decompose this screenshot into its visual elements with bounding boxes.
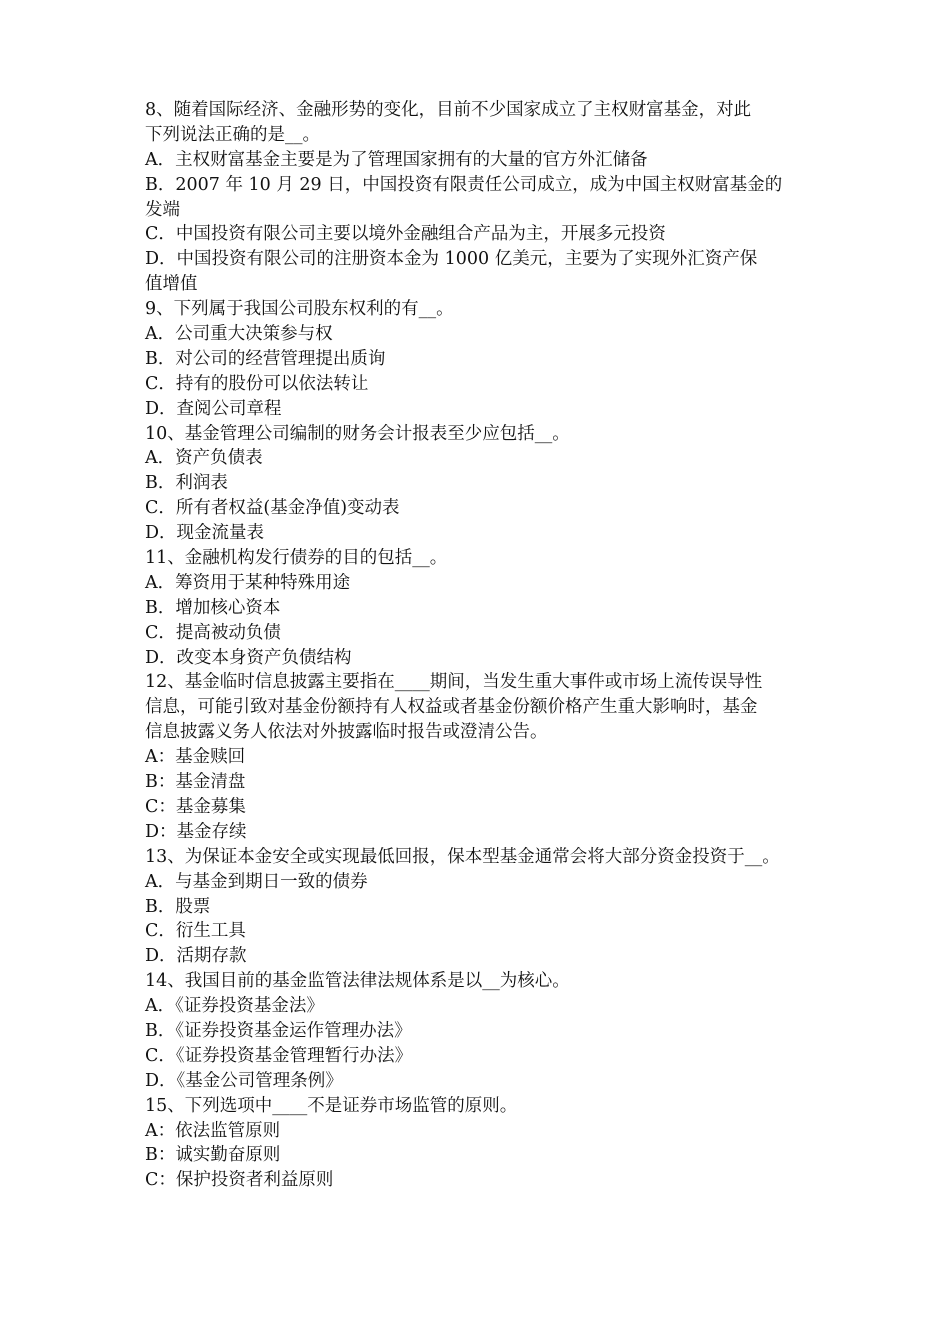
question-block — [145, 969, 817, 1093]
document-page — [145, 98, 817, 1193]
answer-option — [145, 521, 817, 546]
question-block — [145, 1094, 817, 1194]
answer-option-line: A．筹资用于某种特殊用途 — [145, 572, 351, 593]
answer-option — [145, 646, 817, 671]
question-block — [145, 422, 817, 546]
answer-option-line: C．中国投资有限公司主要以境外金融组合产品为主，开展多元投资 — [145, 224, 666, 245]
answer-option — [145, 397, 817, 422]
answer-option — [145, 1044, 817, 1069]
question-stem — [145, 670, 817, 745]
question-stem — [145, 969, 817, 994]
question-block — [145, 670, 817, 844]
answer-option — [145, 870, 817, 895]
answer-option-line: C．《证券投资基金管理暂行办法》 — [145, 1045, 413, 1066]
answer-option-line: A．《证券投资基金法》 — [145, 996, 324, 1017]
question-stem — [145, 297, 817, 322]
answer-option-line: 发端 — [145, 199, 180, 220]
answer-option — [145, 1119, 817, 1144]
question-list — [145, 98, 817, 1193]
answer-option-line: C．持有的股份可以依法转让 — [145, 373, 369, 394]
question-block — [145, 297, 817, 421]
answer-option — [145, 1019, 817, 1044]
answer-option-line: A．主权财富基金主要是为了管理国家拥有的大量的官方外汇储备 — [145, 149, 648, 170]
answer-option — [145, 347, 817, 372]
answer-option — [145, 1143, 817, 1168]
question-stem-line: 13、为保证本金安全或实现最低回报，保本型基金通常会将大部分资金投资于__。 — [145, 846, 780, 867]
question-stem-line: 15、下列选项中____不是证券市场监管的原则。 — [145, 1095, 518, 1116]
question-block — [145, 845, 817, 969]
answer-option — [145, 944, 817, 969]
question-stem-line: 8、随着国际经济、金融形势的变化，目前不少国家成立了主权财富基金，对此 — [145, 100, 752, 120]
answer-option — [145, 795, 817, 820]
question-stem — [145, 546, 817, 571]
answer-option — [145, 222, 817, 247]
answer-option-line: C：保护投资者利益原则 — [145, 1170, 334, 1191]
answer-option-line: C．衍生工具 — [145, 921, 246, 942]
answer-option-line: B．增加核心资本 — [145, 597, 281, 618]
question-stem — [145, 845, 817, 870]
question-stem — [145, 1094, 817, 1119]
answer-option — [145, 994, 817, 1019]
answer-option-line: D．中国投资有限公司的注册资本金为 1000 亿美元，主要为了实现外汇资产保 — [145, 249, 758, 270]
answer-option-line: B：基金清盘 — [145, 772, 246, 793]
answer-option — [145, 446, 817, 471]
question-block — [145, 98, 817, 297]
question-stem-line: 10、基金管理公司编制的财务会计报表至少应包括__。 — [145, 423, 570, 444]
answer-option-line: D：基金存续 — [145, 821, 247, 842]
answer-option — [145, 496, 817, 521]
answer-option-line: A：依法监管原则 — [145, 1120, 281, 1141]
answer-option-line: A．与基金到期日一致的债券 — [145, 871, 368, 892]
question-stem-line: 14、我国目前的基金监管法律法规体系是以__为核心。 — [145, 971, 570, 992]
answer-option-line: B．2007 年 10 月 29 日，中国投资有限责任公司成立，成为中国主权财富基金的 — [145, 174, 783, 195]
answer-option — [145, 820, 817, 845]
question-stem-line: 12、基金临时信息披露主要指在____期间，当发生重大事件或市场上流传误导性 — [145, 672, 763, 693]
question-block — [145, 546, 817, 670]
answer-option — [145, 571, 817, 596]
question-stem-line: 11、金融机构发行债券的目的包括__。 — [145, 548, 448, 569]
question-stem-line: 信息披露义务人依法对外披露临时报告或澄清公告。 — [145, 722, 548, 743]
answer-option-line: C．所有者权益(基金净值)变动表 — [145, 498, 400, 519]
answer-option-line: D．现金流量表 — [145, 523, 265, 544]
answer-option-line: D．查阅公司章程 — [145, 398, 282, 419]
answer-option — [145, 745, 817, 770]
answer-option — [145, 895, 817, 920]
answer-option-line: C．提高被动负债 — [145, 622, 281, 643]
answer-option — [145, 621, 817, 646]
answer-option-line: B．利润表 — [145, 473, 228, 494]
answer-option-line: B．股票 — [145, 896, 211, 917]
answer-option — [145, 173, 817, 223]
answer-option — [145, 596, 817, 621]
answer-option — [145, 770, 817, 795]
answer-option-line: B：诚实勤奋原则 — [145, 1145, 281, 1166]
answer-option — [145, 322, 817, 347]
answer-option — [145, 1168, 817, 1193]
question-stem — [145, 98, 817, 148]
answer-option-line: A．公司重大决策参与权 — [145, 324, 333, 345]
answer-option — [145, 1069, 817, 1094]
answer-option-line: 值增值 — [145, 274, 198, 295]
answer-option — [145, 148, 817, 173]
answer-option — [145, 919, 817, 944]
answer-option-line: B．《证券投资基金运作管理办法》 — [145, 1020, 412, 1041]
question-stem-line: 信息，可能引致对基金份额持有人权益或者基金份额价格产生重大影响时，基金 — [145, 697, 758, 718]
question-stem — [145, 422, 817, 447]
answer-option-line: D．改变本身资产负债结构 — [145, 647, 352, 668]
answer-option — [145, 471, 817, 496]
answer-option — [145, 372, 817, 397]
answer-option-line: A：基金赎回 — [145, 747, 246, 768]
answer-option — [145, 247, 817, 297]
answer-option-line: B．对公司的经营管理提出质询 — [145, 348, 386, 369]
answer-option-line: D．《基金公司管理条例》 — [145, 1070, 343, 1091]
answer-option-line: A．资产负债表 — [145, 448, 263, 469]
answer-option-line: D．活期存款 — [145, 946, 247, 967]
question-stem-line: 9、下列属于我国公司股东权利的有__。 — [145, 299, 454, 320]
question-stem-line: 下列说法正确的是__。 — [145, 124, 320, 145]
answer-option-line: C：基金募集 — [145, 796, 246, 817]
